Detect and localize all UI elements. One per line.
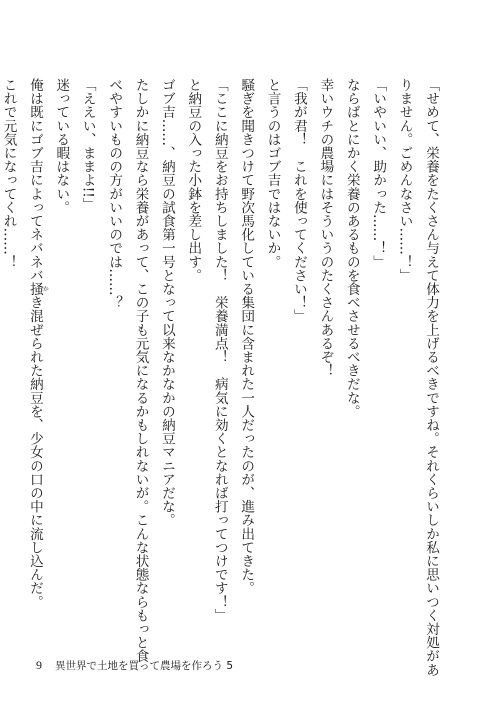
text-segment: き混ぜられた納豆を、少女の口の中に流し込んだ。	[26, 295, 43, 609]
text-line-with-ruby	[22, 78, 48, 623]
ruby-annotation	[26, 282, 49, 296]
text-line: べやすいものの方がいいのでは……？	[106, 78, 123, 310]
text-line: これで元気になってくれ……！	[0, 78, 17, 269]
text-line: 騒ぎを聞きつけて野次馬化している集団に含まれた一人だったのが、進み出てきた。	[238, 78, 255, 595]
text-line: と納豆の入った小鉢を差し出す。	[185, 78, 202, 282]
ruby-reading: か	[41, 282, 49, 296]
text-line: たしかに納豆なら栄養があって、この子も元気になるかもしれないが。こんな状態ならもっと食	[132, 78, 149, 663]
text-line: ならばとにかく栄養のあるものを食べさせるべきだな。	[343, 78, 360, 418]
ruby-base: 掻	[26, 282, 43, 296]
text-line: 「せめて、栄養をたくさん与えて体力を上げるべきですね。それくらいしか私に思いつく対処があ	[423, 78, 439, 677]
text-line: 「ここに納豆をお持ちしました！ 栄養満点！ 病気に効くとなれば打ってつけです！」	[211, 78, 228, 622]
text-segment: 俺は既にゴブ吉によってネバネバ	[26, 78, 43, 282]
book-title: 異世界で土地を買って農場を作ろう 5	[55, 660, 234, 672]
page-footer	[36, 657, 233, 674]
page-number: 9	[36, 658, 42, 672]
text-line: 「ええい、ままよ!!」	[79, 78, 96, 212]
text-line: 「我が君！ これを使ってください！」	[290, 78, 307, 323]
text-line: ゴブ吉……、納豆の試食第一号となって以来なかなかの納豆マニアだな。	[158, 78, 175, 527]
text-line: 「いやいい、助かった……！」	[370, 78, 387, 269]
text-line: りません。ごめんなさい……！」	[396, 78, 413, 282]
text-line: と言うのはゴブ吉ではないか。	[264, 78, 281, 269]
text-line: 迷っている暇はない。	[53, 78, 70, 214]
text-line: 幸いウチの農場にはそういうのたくさんあるぞ！	[317, 78, 334, 378]
